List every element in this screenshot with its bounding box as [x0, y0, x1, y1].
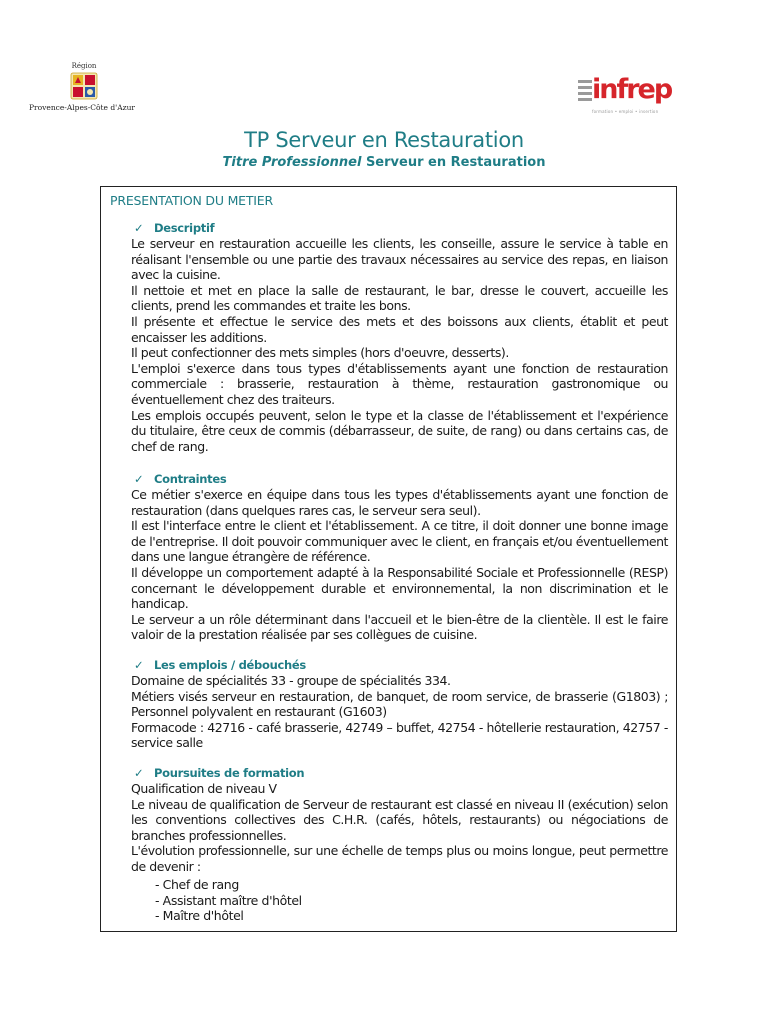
infrep-logo	[578, 74, 674, 118]
paragraph: Il développe un comportement adapté à la Responsabilité Sociale et Professionnelle (RESP) concernant le développement durable et environnemental, la non discrimination et le handicap.	[131, 564, 668, 612]
section-contraintes-title	[134, 472, 226, 486]
paragraph: Domaine de spécialités 33 - groupe de spécialités 334.	[131, 673, 451, 688]
check-icon: ✓	[134, 658, 144, 672]
page-title: TP Serveur en Restauration	[244, 128, 524, 152]
section-title-label: Descriptif	[154, 221, 215, 235]
paragraph: L'emploi s'exerce dans tous types d'établissements ayant une fonction de restauration commerciale : brasserie, restauration à thème, restauration gastronomique ou éventuellement chez des traiteurs.	[131, 360, 668, 407]
poursuites-text	[131, 781, 668, 875]
check-icon: ✓	[134, 221, 144, 235]
paragraph: Il est l'interface entre le client et l'établissement. A ce titre, il doit donner une bonne image de l'entreprise. Il doit pouvoir communiquer avec le client, en français et/ou éventuellement dans une langue étrangère de référence.	[131, 518, 668, 565]
paragraph: L'évolution professionnelle, sur une échelle de temps plus ou moins longue, peut permettre de devenir :	[131, 843, 668, 874]
region-name: Provence-Alpes-Côte d'Azur	[29, 103, 135, 112]
subtitle-rest: Serveur en Restauration	[361, 155, 546, 170]
paragraph: Formacode : 42716 - café brasserie, 42749 – buffet, 42754 - hôtellerie restauration, 42757 - service salle	[131, 719, 668, 751]
region-emblem-icon	[69, 71, 99, 101]
paragraph: Métiers visés serveur en restauration, de banquet, de room service, de brasserie (G1803) ; Personnel polyvalent en restaurant (G1603)	[131, 688, 668, 720]
paragraph: Il présente et effectue le service des mets et des boissons aux clients, établit et peut encaisser les additions.	[131, 313, 668, 345]
paragraph: Le niveau de qualification de Serveur de restaurant est classé en niveau II (exécution) selon les conventions collectives des C.H.R. (cafés, hôtels, restaurants) ou négociations de branches professionnelles.	[131, 796, 668, 843]
box-heading: PRESENTATION DU METIER	[110, 193, 273, 208]
subtitle-italic: Titre Professionnel	[222, 155, 362, 170]
career-list	[155, 877, 302, 924]
paragraph: Les emplois occupés peuvent, selon le type et la classe de l'établissement et l'expérience du titulaire, être ceux de commis (débarrasseur, de suite, de rang) ou dans certains cas, de chef de rang.	[131, 407, 668, 454]
region-word: Région	[71, 62, 97, 70]
page-subtitle	[0, 155, 768, 170]
infrep-brand: infrep	[592, 74, 672, 105]
section-title-label: Les emplois / débouchés	[154, 658, 306, 672]
section-title-label: Contraintes	[154, 472, 227, 486]
section-descriptif-title	[134, 221, 214, 235]
list-item: - Maître d'hôtel	[155, 908, 244, 924]
region-paca-logo	[29, 62, 136, 120]
paragraph: Qualification de niveau V	[131, 781, 277, 796]
contraintes-text	[131, 487, 668, 643]
paragraph: Il nettoie et met en place la salle de restaurant, le bar, dresse le couvert, accueille les clients, prend les commandes et traite les bons.	[131, 282, 668, 314]
paragraph: Il peut confectionner des mets simples (hors d'oeuvre, desserts).	[131, 345, 509, 361]
infrep-tagline: formation • emploi • insertion	[592, 109, 659, 114]
check-icon: ✓	[134, 472, 144, 486]
section-emplois-title	[134, 658, 306, 672]
descriptif-text	[131, 236, 668, 454]
check-icon: ✓	[134, 766, 144, 780]
section-title-label: Poursuites de formation	[154, 766, 305, 780]
section-poursuites-title	[134, 766, 304, 780]
paragraph: Le serveur en restauration accueille les clients, les conseille, assure le service à table en réalisant l'ensemble ou une partie des travaux nécessaires au service des repas, en liaison avec la cuisine.	[131, 236, 668, 283]
presentation-box	[100, 186, 677, 932]
paragraph: Le serveur a un rôle déterminant dans l'accueil et le bien-être de la clientèle. Il est le faire valoir de la prestation réalisée par ses collègues de cuisine.	[131, 611, 668, 643]
paragraph: Ce métier s'exerce en équipe dans tous les types d'établissements ayant une fonction de restauration (dans quelques rares cas, le serveur sera seul).	[131, 487, 668, 518]
list-item: - Chef de rang	[155, 877, 239, 892]
list-item: - Assistant maître d'hôtel	[155, 892, 302, 908]
emplois-text	[131, 673, 668, 751]
